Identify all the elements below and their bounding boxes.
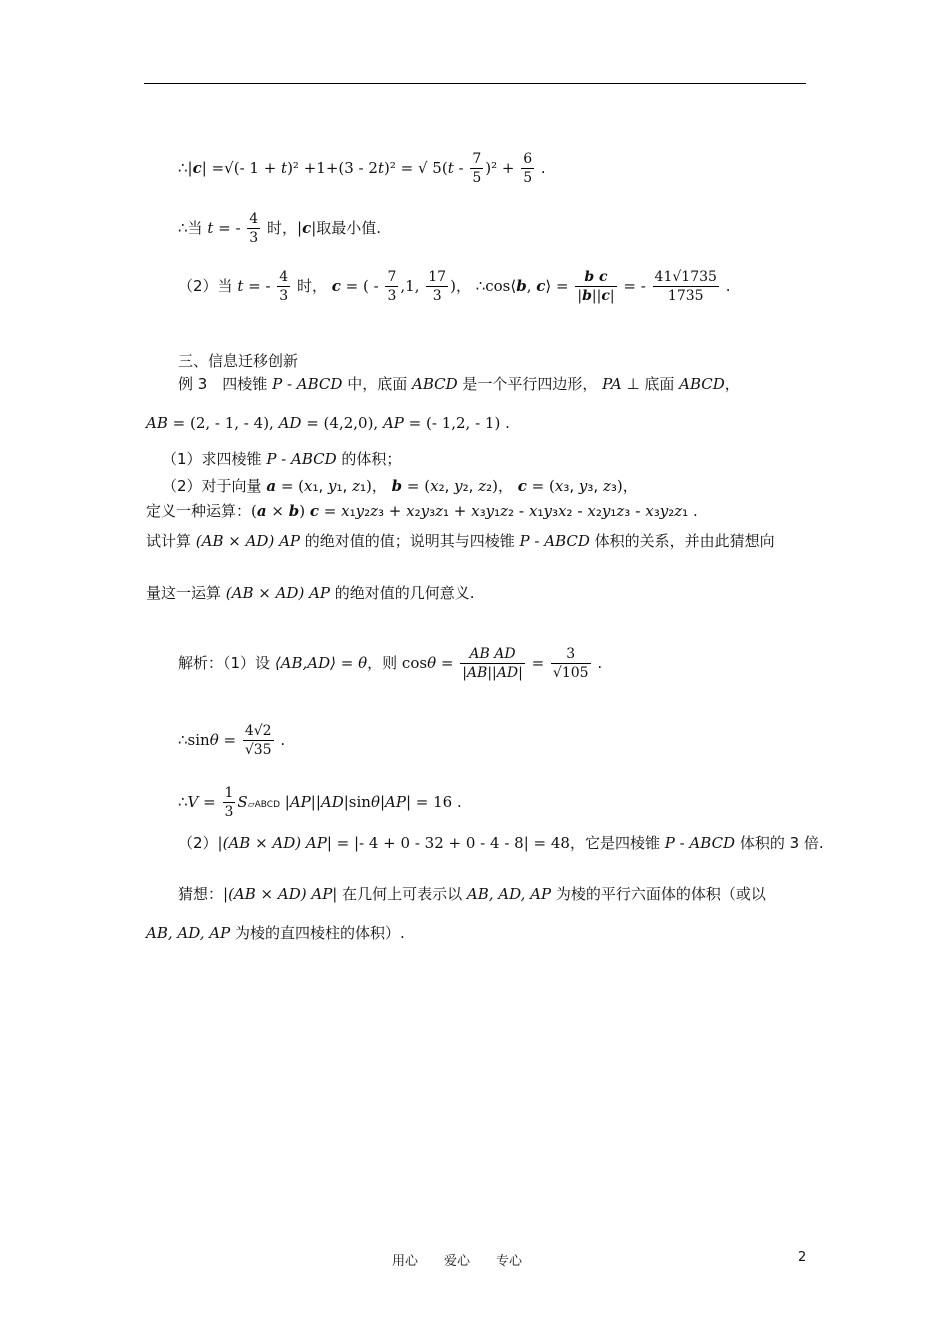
line-17: AB, AD, AP 为棱的直四棱柱的体积）. [146,924,405,942]
line-7: （1）求四棱锥 P - ABCD 的体积； [162,450,402,468]
line-8: （2）对于向量 a = (x₁, y₁, z₁)， b = (x₂, y₂, z₂)， c = (x₃, y₃, z₃)， [162,477,638,495]
line-16: 猜想：|(AB × AD) AP| 在几何上可表示以 AB, AD, AP 为棱的平行六面体的体积（或以 [178,885,766,903]
page-number: 2 [798,1250,807,1265]
line-2: ∴当 t = - $\frac{4}{3}$ 时，|c|取最小值. [178,211,382,246]
line-1: ∴|c| =√(- 1 + t)² +1+(3 - 2t)² = √ 5(t - $\frac{7}{5}$ )² + $\frac{6}{5}$ . [178,151,546,186]
line-6: AB = (2, - 1, - 4), AD = (4,2,0), AP = (- 1,2, - 1) . [146,414,510,432]
section-heading: 三、信息迁移创新 [178,352,299,370]
line-11: 量这一运算 (AB × AD) AP 的绝对值的几何意义. [146,584,475,602]
source-text [0,0,1,1]
line-12: 解析：（1）设 ⟨AB,AD⟩ = θ，则 cosθ = $\frac{\text{AB AD}}{|AB||AD|}$ = $\frac{3}{√105}$ . [178,646,603,681]
line-3: （2）当 t = - $\frac{4}{3}$ 时， c = ( - $\frac{7}{3}$ ,1, $\frac{17}{3}$ )， ∴cos⟨b, c⟩ = $\frac{\text{b c}}{|b||c|}$ = - $\frac{41√1735}{1735}$ . [178,269,731,304]
line-13: ∴sinθ = $\frac{4√2}{√35}$ . [178,723,286,758]
line-5: 例 3 四棱锥 P - ABCD 中，底面 ABCD 是一个平行四边形， PA ⊥ 底面 ABCD， [178,375,740,393]
line-14: ∴V = $\frac{1}{3}$ S▱ABCD |AP||AD|sinθ|AP| = 16 . [178,785,462,820]
line-15: （2）|(AB × AD) AP| = |- 4 + 0 - 32 + 0 - 4 - 8| = 48，它是四棱锥 P - ABCD 体积的 3 倍. [178,834,824,852]
line-9: 定义一种运算：(a × b) c = x₁y₂z₃ + x₂y₃z₁ + x₃y₁z₂ - x₁y₃x₂ - x₂y₁z₃ - x₃y₂z₁ . [146,502,698,520]
footer-text: 用心 爱心 专心 [392,1254,523,1269]
line-10: 试计算 (AB × AD) AP 的绝对值的值；说明其与四棱锥 P - ABCD 体积的关系，并由此猜想向 [146,532,775,550]
header-rule [144,83,806,84]
